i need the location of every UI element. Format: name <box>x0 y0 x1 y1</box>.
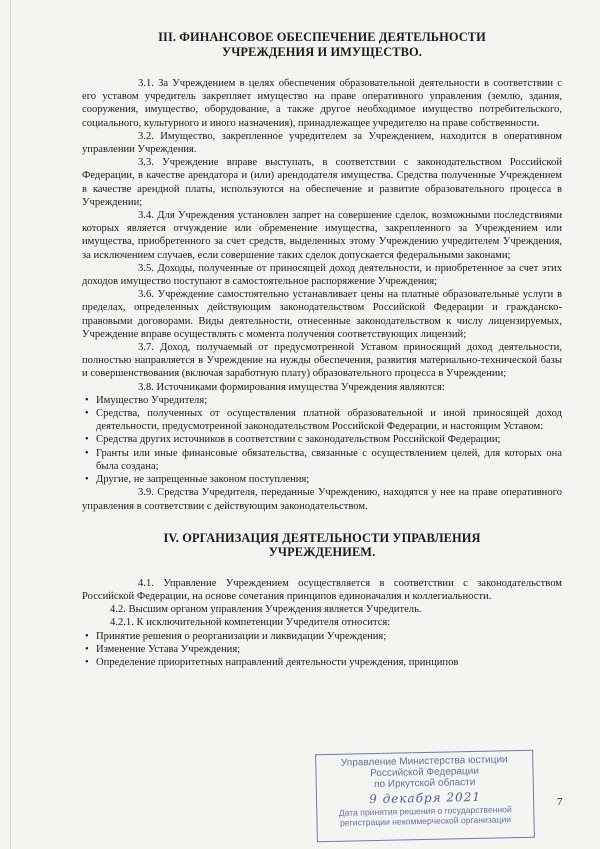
paragraph-3-8 <box>82 381 562 394</box>
property-sources-list <box>82 394 562 486</box>
registration-stamp <box>315 750 535 843</box>
list-item: • Средства, полученных от осуществления платной образовательной и иной приносящей доход деятельности, предусмотренной законодательством Российской Федерации, и настоящим Уставом: <box>82 407 562 433</box>
paragraph-4-2: 4.2. Высшим органом управления Учреждения является Учредитель. <box>110 604 422 616</box>
paragraph-text: Доход, получаемый от предусмотренной Уставом приносящий доход деятельности, полностью направляется в Учреждение на нужды обеспечения, развития материально-технической базы и совершенствования (включая заработную плату) образовательного процесса в Учреждении; <box>82 342 562 380</box>
paragraph-3-7 <box>82 341 562 381</box>
paragraph-number: 3.5. <box>138 262 154 274</box>
paragraph-text: Для Учреждения установлен запрет на совершение сделок, возможными последствиями которых является отчуждение или обременение имущества, закрепленного за Учреждением или имущества, приобретенного за счет средств, выделенных этому Учреждению учредителем Учреждения, за исключением случаев, если совершение таких сделок допускается федеральными законами; <box>82 210 562 261</box>
stamp-line-5: регистрации некоммерческой организации <box>339 813 512 828</box>
paragraph-text: Учреждение вправе выступать, в соответствии с законодательством Российской Федерации, в качестве арендатора и (или) арендодателя имущества. Средства полученные Учреждением в качестве арендной платы, используются на обеспечение и развитие образовательного процесса в Учреждении; <box>82 157 563 208</box>
stamp-line-3: по Иркутской области <box>373 776 476 791</box>
list-item: • Гранты или иные финансовые обязательства, связанные с осуществлением целей, для которых она была создана; <box>82 447 562 473</box>
section-3-heading-line1: III. ФИНАНСОВОЕ ОБЕСПЕЧЕНИЕ ДЕЯТЕЛЬНОСТИ <box>158 30 486 44</box>
paragraph-4-1 <box>82 577 562 603</box>
section-4-heading-line1: IV. ОРГАНИЗАЦИЯ ДЕЯТЕЛЬНОСТИ УПРАВЛЕНИЯ <box>163 530 481 545</box>
list-item: • Принятие решения о реорганизации и ликвидации Учреждения; <box>82 630 562 643</box>
paragraph-3-3 <box>82 156 562 209</box>
paragraph-number: 3.7. <box>138 342 154 354</box>
paragraph-text: Управление Учреждением осуществляется в соответствии с законодательством Российской Федерации, на основе сочетания принципов единоначалия и коллегиальности. <box>82 577 562 602</box>
paragraph-3-1 <box>82 77 562 130</box>
paragraph-text: Имущество, закрепленное учредителем за Учреждением, находится в оперативном управлении Учреждения. <box>82 130 562 156</box>
section-4-heading <box>82 531 562 560</box>
list-item: • Средства других источников в соответствии с законодательством Российской Федерации; <box>82 433 562 446</box>
paragraph-text: Источниками формирования имущества Учреждения являются: <box>156 381 445 393</box>
stamp-handwritten-date: 9 декабря 2021 <box>369 789 482 807</box>
stamp-line-1: Управление Министерства юстиции <box>340 754 508 769</box>
paragraph-3-6 <box>82 288 562 341</box>
section-3-heading-line2: УЧРЕЖДЕНИЯ И ИМУЩЕСТВО. <box>222 44 422 59</box>
list-item: • Определение приоритетных направлений деятельности учреждения, принципов <box>82 656 562 669</box>
paragraph-3-4 <box>82 209 562 262</box>
paragraph-text: Доходы, полученные от приносящей доход деятельности, и приобретенное за счет этих доходов имущество поступают в самостоятельное распоряжение Учреждения; <box>82 262 562 288</box>
paragraph-number: 3.6. <box>138 289 154 301</box>
paragraph-3-2 <box>82 130 562 156</box>
founder-competence-list <box>82 630 562 670</box>
list-item: • Имущество Учредителя; <box>82 394 562 407</box>
page-number: 7 <box>557 796 563 808</box>
paragraph-3-5 <box>82 262 562 288</box>
section-3-heading <box>82 30 562 59</box>
paragraph-4-2-1: 4.2.1. К исключительной компетенции Учредителя относится: <box>110 617 391 629</box>
paragraph-number: 3.2. <box>138 130 154 142</box>
paragraph-number: 3.8. <box>138 381 154 393</box>
document-body <box>82 30 562 669</box>
list-item: • Другие, не запрещенные законом поступления; <box>82 473 562 486</box>
stamp-line-2: Российской Федерации <box>370 765 479 780</box>
paragraph-number: 3.1. <box>138 78 154 89</box>
paragraph-text: Средства Учредителя, переданные Учреждению, находятся у нее на праве оперативного управления в соответствии с действующим законодательством. <box>82 487 562 512</box>
section-4-heading-line2: УЧРЕЖДЕНИЕМ. <box>268 545 376 560</box>
paragraph-text: За Учреждением в целях обеспечения образовательной деятельности в соответствии с его уставом учредитель закрепляет имущество на праве оперативного управления (землю, здания, сооружения, имущество, оборудование, а также другое необходимое имущество потребительского, социального, культурного и иного назначения), принадлежащее учредителю на праве собственности. <box>82 78 562 129</box>
binding-margin-line <box>10 0 11 849</box>
paragraph-number: 4.1. <box>138 577 154 589</box>
paragraph-number: 3.3. <box>138 157 154 169</box>
paragraph-text: Учреждение самостоятельно устанавливает цены на платные образовательные услуги в пределах, определенных действующим законодательством Российской Федерации и гражданско- правовыми договорами. Виды деятельности, отнесенные законодательством к числу лицензируемых, Учреждение вправе осуществлять с момента получения соответствующих лицензий; <box>82 289 562 340</box>
paragraph-3-9 <box>82 486 562 512</box>
stamp-line-4: Дата принятия решения о государственной <box>338 804 512 818</box>
list-item: • Изменение Устава Учреждения; <box>82 643 562 656</box>
paragraph-number: 3.4. <box>138 210 154 222</box>
paragraph-number: 3.9. <box>138 487 154 499</box>
